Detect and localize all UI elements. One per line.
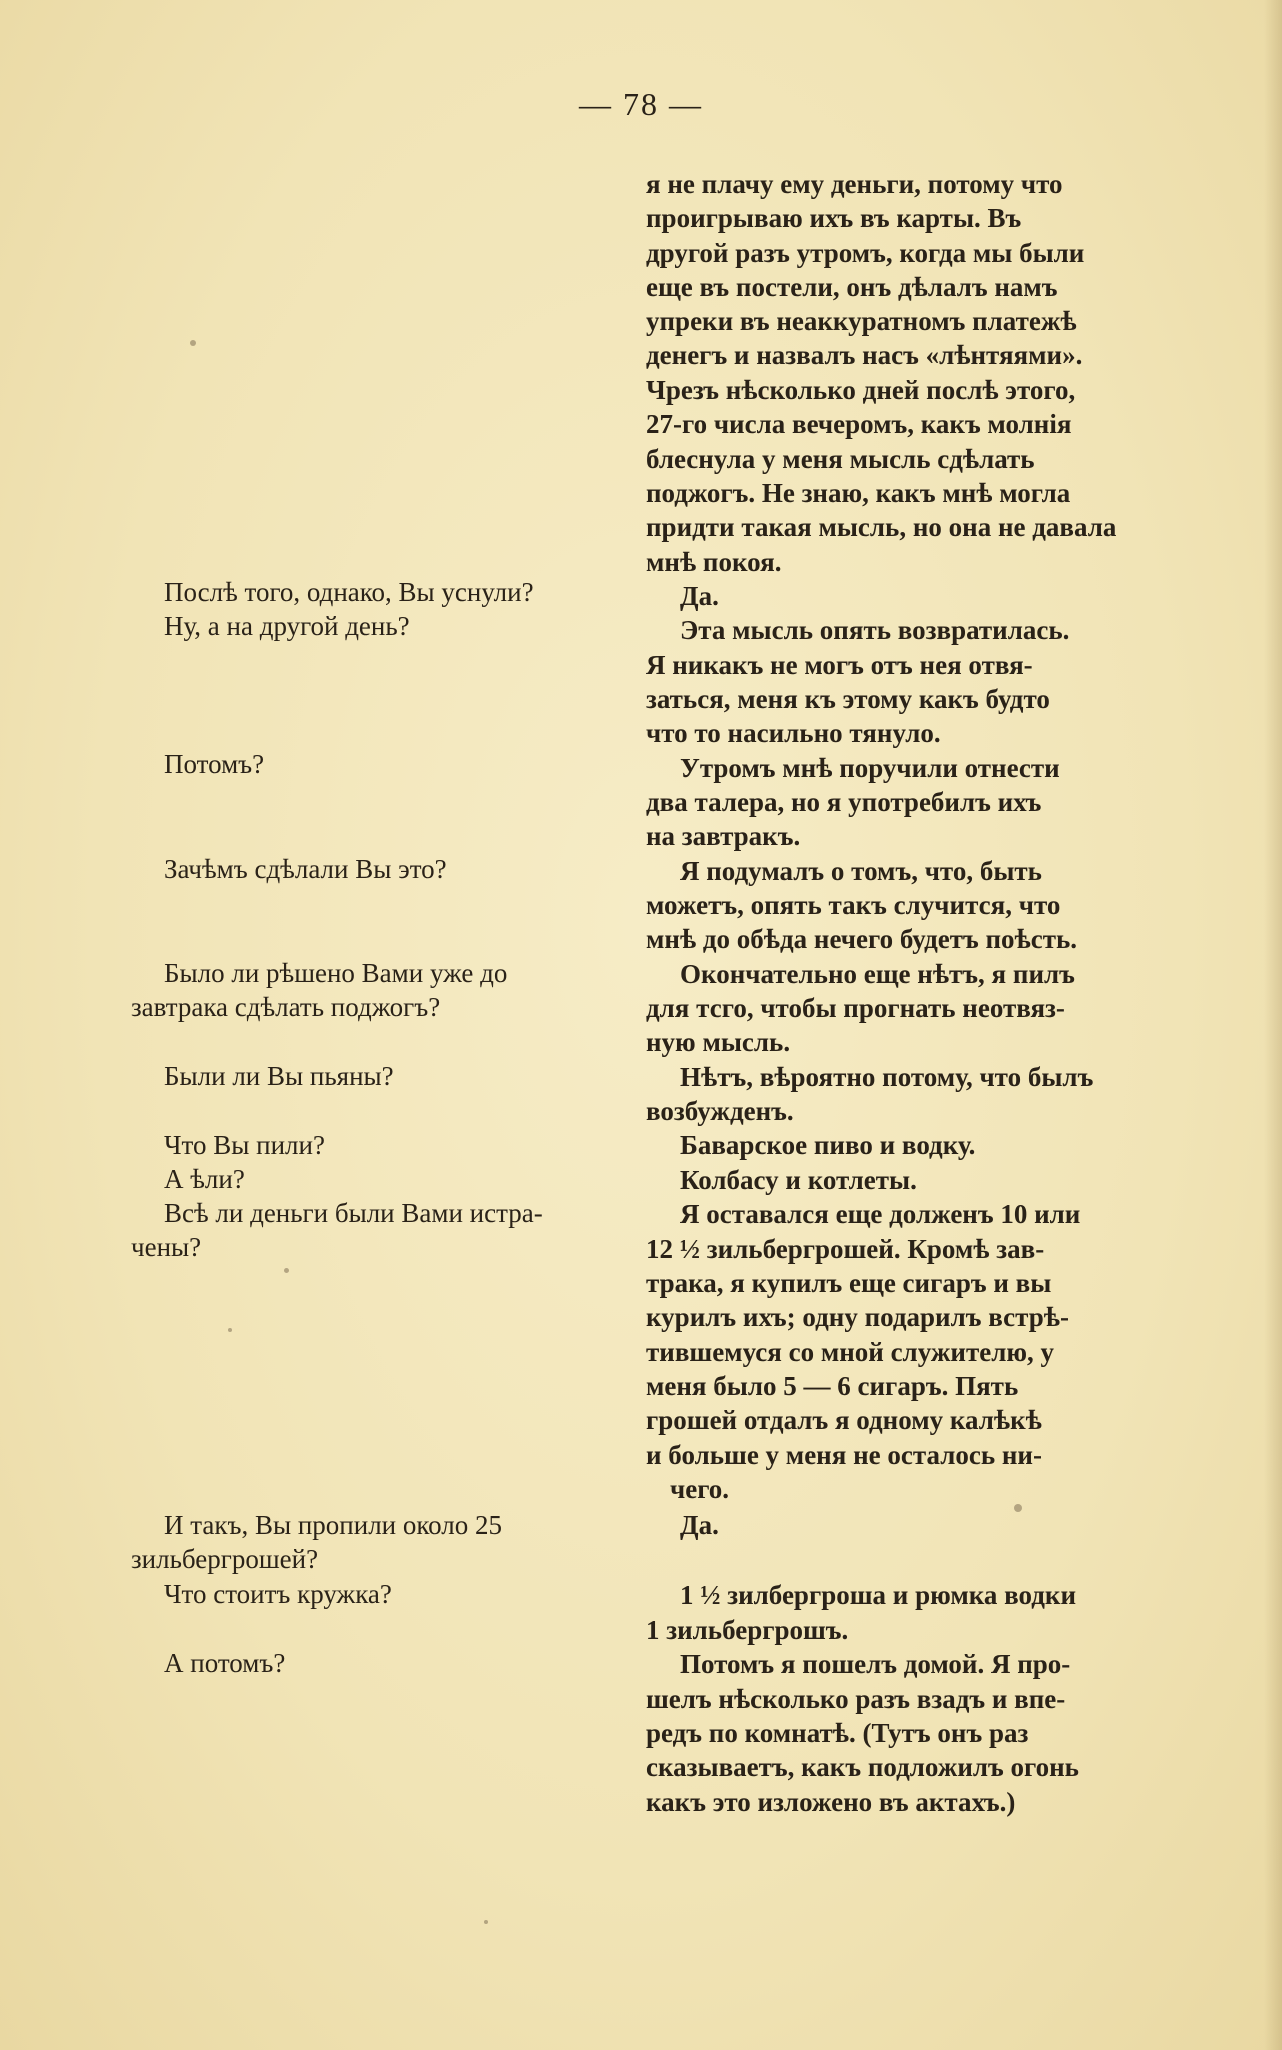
answer-line: Я подумалъ о томъ, что, быть xyxy=(680,856,1042,886)
paper-speck xyxy=(284,1268,289,1273)
page-number: — 78 — xyxy=(579,86,703,122)
answer-line: Эта мысль опять возвратилась. xyxy=(680,615,1070,645)
answer-line: для тсго, чтобы прогнать неотвяз- xyxy=(646,993,1065,1023)
question-line: Что Вы пили? xyxy=(164,1130,325,1160)
paper-speck xyxy=(228,1328,232,1332)
answer-line: мнѣ покоя. xyxy=(646,547,782,577)
answer-line: трака, я купилъ еще сигаръ и вы xyxy=(646,1268,1052,1298)
answer-line: ную мысль. xyxy=(646,1027,791,1057)
page-edge-shadow xyxy=(1264,0,1282,2050)
question-line: Ну, а на другой день? xyxy=(164,611,410,641)
answer-line: другой разъ утромъ, когда мы были xyxy=(646,238,1085,268)
answer-line: меня было 5 — 6 сигаръ. Пять xyxy=(646,1371,1019,1401)
answer-line: поджогъ. Не знаю, какъ мнѣ могла xyxy=(646,478,1071,508)
answer-line: Колбасу и котлеты. xyxy=(680,1165,917,1195)
answer-line: сказываетъ, какъ подложилъ огонь xyxy=(646,1752,1079,1782)
answer-line: Утромъ мнѣ поручили отнести xyxy=(680,753,1060,783)
answer-line: грошей отдалъ я одному калѣкѣ xyxy=(646,1405,1042,1435)
question-line: Зачѣмъ сдѣлали Вы это? xyxy=(164,854,447,884)
answer-line: проигрываю ихъ въ карты. Въ xyxy=(646,203,1022,233)
answer-line: тившемуся со мной служителю, у xyxy=(646,1337,1055,1367)
answer-line: шелъ нѣсколько разъ взадъ и впе- xyxy=(646,1684,1066,1714)
question-line: Послѣ того, однако, Вы уснули? xyxy=(164,577,534,607)
answer-line: заться, меня къ этому какъ будто xyxy=(646,684,1050,714)
paper-speck xyxy=(190,340,196,346)
answer-line: два талера, но я употребилъ ихъ xyxy=(646,787,1042,817)
question-line: Всѣ ли деньги были Вами истра- xyxy=(164,1198,543,1228)
answer-line: мнѣ до обѣда нечего будетъ поѣсть. xyxy=(646,924,1078,954)
question-line: А ѣли? xyxy=(164,1164,245,1194)
answer-line: можетъ, опять такъ случится, что xyxy=(646,890,1061,920)
answer-line: Баварское пиво и водку. xyxy=(680,1130,976,1160)
answer-line: Да. xyxy=(680,581,719,611)
answer-line: на завтракъ. xyxy=(646,821,801,851)
question-line: Было ли рѣшено Вами уже до xyxy=(164,958,508,988)
paper-speck xyxy=(1014,1504,1022,1512)
paper-speck xyxy=(484,1920,488,1924)
answer-line: 1 ½ зилбергроша и рюмка водки xyxy=(680,1580,1077,1610)
answer-line: Нѣтъ, вѣроятно потому, что былъ xyxy=(680,1062,1094,1092)
answer-line: денегъ и назвалъ насъ «лѣнтяями». xyxy=(646,340,1083,370)
answer-line: что то насильно тянуло. xyxy=(646,718,941,748)
question-line: А потомъ? xyxy=(164,1648,286,1678)
question-line: И такъ, Вы пропили около 25 xyxy=(164,1510,502,1540)
answer-line: придти такая мысль, но она не давала xyxy=(646,512,1117,542)
answer-line: редъ по комнатѣ. (Тутъ онъ раз xyxy=(646,1718,1029,1748)
answer-line: 27-го числа вечеромъ, какъ молнія xyxy=(646,409,1072,439)
answer-line: еще въ постели, онъ дѣлалъ намъ xyxy=(646,272,1058,302)
answer-line: и больше у меня не осталось ни- xyxy=(646,1440,1042,1470)
answer-line: какъ это изложено въ актахъ.) xyxy=(646,1787,1016,1817)
answer-line: упреки въ неаккуратномъ платежѣ xyxy=(646,306,1077,336)
answer-line: Чрезъ нѣсколько дней послѣ этого, xyxy=(646,375,1076,405)
answer-line: курилъ ихъ; одну подарилъ встрѣ- xyxy=(646,1302,1069,1332)
answer-line: блеснула у меня мысль сдѣлать xyxy=(646,444,1035,474)
answer-line: чего. xyxy=(670,1474,730,1504)
answer-line: Я оставался еще долженъ 10 или xyxy=(680,1199,1081,1229)
question-line: завтрака сдѣлать поджогъ? xyxy=(131,992,441,1022)
question-line: Потомъ? xyxy=(164,749,265,779)
question-line: чены? xyxy=(131,1232,202,1262)
answer-line: Потомъ я пошелъ домой. Я про- xyxy=(680,1649,1071,1679)
answer-line: 12 ½ зильбергрошей. Кромѣ зав- xyxy=(646,1234,1045,1264)
answer-line: 1 зильбергрошъ. xyxy=(646,1615,849,1645)
answer-line: Я никакъ не могъ отъ нея отвя- xyxy=(646,650,1033,680)
answer-line: Да. xyxy=(680,1510,719,1540)
question-line: зильбергрошей? xyxy=(131,1544,319,1574)
answer-line: Окончательно еще нѣтъ, я пилъ xyxy=(680,959,1075,989)
answer-line: возбужденъ. xyxy=(646,1096,794,1126)
question-line: Были ли Вы пьяны? xyxy=(164,1061,394,1091)
question-line: Что стоитъ кружка? xyxy=(164,1579,392,1609)
answer-line: я не плачу ему деньги, потому что xyxy=(646,169,1063,199)
